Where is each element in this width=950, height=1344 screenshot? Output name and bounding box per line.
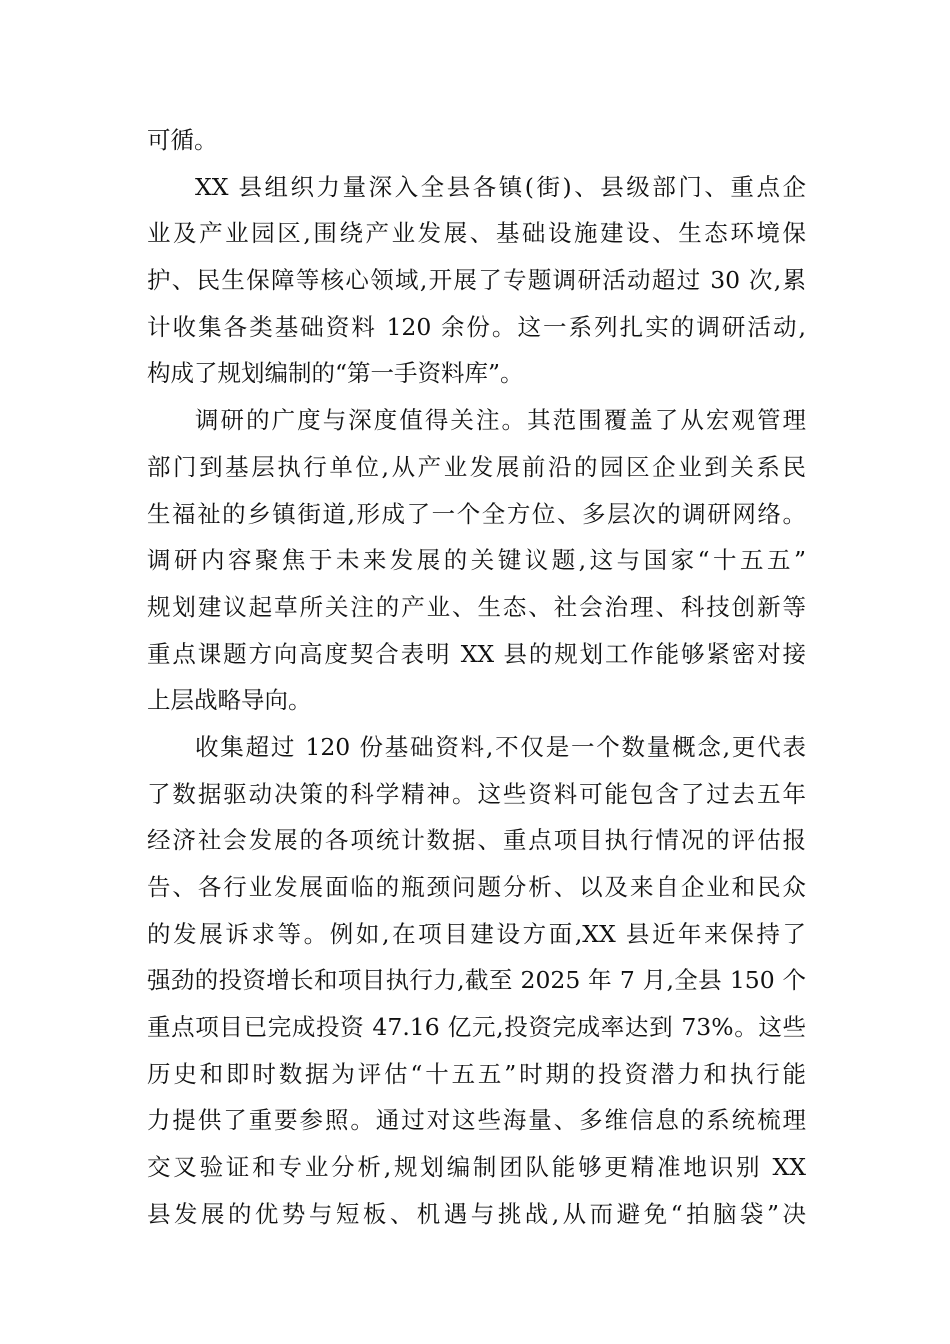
paragraph-continuation [147,117,806,164]
text-line: 力提供了重要参照。通过对这些海量、多维信息的系统梳理 [147,1106,806,1135]
text-line: 护、民生保障等核心领域,开展了专题调研活动超过 30 次,累 [147,266,806,295]
text-line: XX 县组织力量深入全县各镇(街)、县级部门、重点企 [195,172,806,201]
text-line: 县发展的优势与短板、机遇与挑战,从而避免“拍脑袋”决 [147,1199,806,1228]
document-page [147,117,806,1238]
text-line: 上层战略导向。 [147,686,312,715]
paragraph-data-driven [147,724,806,1238]
text-line: 的发展诉求等。例如,在项目建设方面,XX 县近年来保持了 [147,919,806,948]
text-line: 告、各行业发展面临的瓶颈问题分析、以及来自企业和民众 [147,873,806,901]
text-line: 收集超过 120 份基础资料,不仅是一个数量概念,更代表 [195,732,806,761]
text-line: 计收集各类基础资料 120 余份。这一系列扎实的调研活动, [147,312,806,341]
text-line: 经济社会发展的各项统计数据、重点项目执行情况的评估报 [147,826,806,855]
paragraph-research-activities [147,164,806,397]
text-line: 部门到基层执行单位,从产业发展前沿的园区企业到关系民 [147,452,806,481]
text-line: 重点项目已完成投资 47.16 亿元,投资完成率达到 73%。这些 [147,1013,806,1042]
text-line: 了数据驱动决策的科学精神。这些资料可能包含了过去五年 [147,779,806,808]
text-line: 重点课题方向高度契合表明 XX 县的规划工作能够紧密对接 [147,639,806,668]
text-line: 规划建议起草所关注的产业、生态、社会治理、科技创新等 [147,592,806,621]
text-line: 强劲的投资增长和项目执行力,截至 2025 年 7 月,全县 150 个 [147,966,806,995]
text-line: 调研的广度与深度值得关注。其范围覆盖了从宏观管理 [195,406,806,435]
text-line: 生福祉的乡镇街道,形成了一个全方位、多层次的调研网络。 [147,499,806,528]
text-line: 调研内容聚焦于未来发展的关键议题,这与国家“十五五” [147,546,806,575]
text-line: 可循。 [147,126,218,154]
text-line: 业及产业园区,围绕产业发展、基础设施建设、生态环境保 [147,219,806,248]
paragraph-research-scope [147,397,806,724]
text-line: 交叉验证和专业分析,规划编制团队能够更精准地识别 XX [147,1153,806,1182]
text-line: 构成了规划编制的“第一手资料库”。 [147,359,524,388]
text-line: 历史和即时数据为评估“十五五”时期的投资潜力和执行能 [147,1059,806,1088]
